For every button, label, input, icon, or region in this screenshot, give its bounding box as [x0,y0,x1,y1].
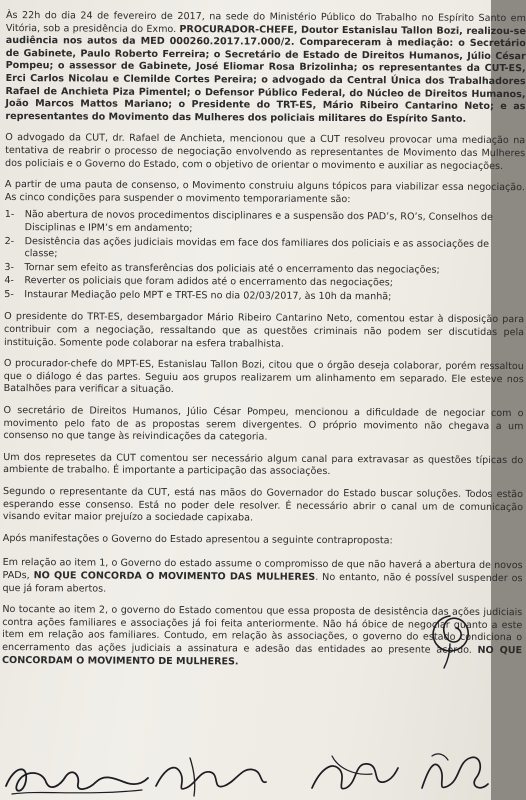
list-item: 5- Instaurar Mediação pelo MPT e TRT-ES no dia 02/03/2017, às 10h da manhã; [4,288,392,303]
cut-representative-paragraph-2: Segundo o representante da CUT, está nas mãos do Governador do Estado buscar soluções. Todos estão esperando esse consenso. Está no poder dele resolver. É necessário abrir o canal um de comunicação visando evitar maior prejuízo a sociedade capixaba. [2,485,524,524]
secretary-paragraph: O secretário de Direitos Humanos, Júlio César Pompeu, mencionou a dificuldade de negociar com o movimento pelo fato de as propostas serem divergentes. O próprio movimento não chegava a um consenso no que tange às reivindicações da categoria. [3,405,524,443]
consensus-paragraph: A partir de uma pauta de consenso, o Movimento construiu alguns tópicos para viabilizar essa negociação. As cinco condições para suspender o movimento temporariamente são: [4,179,525,205]
item-1-paragraph: Em relação ao item 1, o Governo do estado assume o compromisso de que não haverá a abertura de novos PADs, NO QUE CONCORDA O MOVIMENTO DAS MULHERES. No entanto, não é possível suspender os que já foram abertos. [2,557,523,595]
signature-1 [2,756,152,800]
list-item: 3- Tornar sem efeito as transferências dos policiais até o encerramento das negociações; [4,261,440,276]
list-item: 1- Não abertura de novos procedimentos disciplinares e a suspensão dos PAD’s, RO’s, Conselhos de Disciplinas e IPM’s em andamento; [4,209,493,235]
trt-president-paragraph: O presidente do TRT-ES, desembargador Mário Ribeiro Cantarino Neto, comentou estar à disposição para contribuir com a negociação, ressaltando que as questões criminais não podem ser discutidas pela instituição. Somente pode colaborar na esfera trabalhista. [3,311,525,350]
prosecutor-paragraph: O procurador-chefe do MPT-ES, Estanislau Tallon Bozi, citou que o órgão deseja colaborar, porém ressaltou que o diálogo é das partes. Seguiu aos grupos realizarem um alinhamento em separado. Ele esteve nos Batalhões para verificar a situação. [3,358,524,396]
counterproposal-intro: Após manifestações o Governo do Estado apresentou a seguinte contraproposta: [2,532,393,547]
list-item: 4- Reverter os policiais que foram adidos até o encerramento das negociações; [4,275,393,289]
item-2-paragraph: No tocante ao item 2, o governo do Estado comentou que essa proposta de desistência das ações judiciais contra ações familiares e associações já foi feita anteriormente. Não há óbice de negociar quanto a este item em relação aos familiares. Contudo, em relação às associações, o governo do estado condiciona o encerramento das ações judiciais a assinatura e adesão das entidades ao presente acordo. NO QUE CONCORDAM O MOVIMENTO DE MULHERES. [1,604,523,667]
item-1-agreement: NO QUE CONCORDA O MOVIMENTO DAS MULHERES [33,570,316,583]
list-item: 2- Desistência das ações judiciais movidas em face dos familiares dos policiais e as associações de classe; [4,235,490,260]
cut-lawyer-paragraph: O advogado da CUT, dr. Rafael de Anchieta, mencionou que a CUT resolveu provocar uma mediação na tentativa de reabrir o processo de negociação envolvendo as representantes de Movimento das Mulheres dos policiais e o Governo do Estado, com o objetivo de orientar o movimento e auxiliar as negociações. [5,132,526,172]
opening-paragraph [5,10,526,127]
conditions-list [4,209,525,304]
signature-3 [302,748,402,800]
document-body [2,10,526,679]
cut-representative-paragraph-1: Um dos represetes da CUT comentou ser necessário algum canal para extravasar as questões típicas do ambiente de trabalho. É importante a participação das associações. [3,451,524,478]
opening-attendance-text: PROCURADOR-CHEFE, Doutor Estanislau Tallon Bozi, realizou-se audiência nos autos da MED 000260.2017.17.000/2. Compareceram à mediação: o Secretário de Gabinete, Paulo Roberto Ferreira; o Secretário de Estado de Direitos Humanos, Júlio César Pompeu; o assessor de Gabinete, José Eliomar Rosa Brizolinha; os representantes da CUT-ES, Erci Carlos Nicolau e Clemilde Cortes Pereira; o advogado da Central Única dos Trabalhadores Rafael de Anchieta Piza Pimentel; o Defensor Público Federal, do Núcleo de Direitos Humanos, João Marcos Mattos Mariano; o Presidente do TRT-ES, Mário Ribeiro Cantarino Neto; e as representantes do Movimento das Mulheres dos policiais militares do Espírito Santo. [5,23,526,125]
signature-4 [414,744,491,800]
signature-2 [150,752,270,800]
opening-text: Às 22h do dia 24 de fevereiro de 2017, na sede do Ministério Público do Trabalho no Espírito Santo em Vitória, sob a presidência do Exmo. [5,10,526,35]
item-2-agreement: NO QUE CONCORDAM O MOVIMENTO DE MULHERES. [1,644,523,667]
